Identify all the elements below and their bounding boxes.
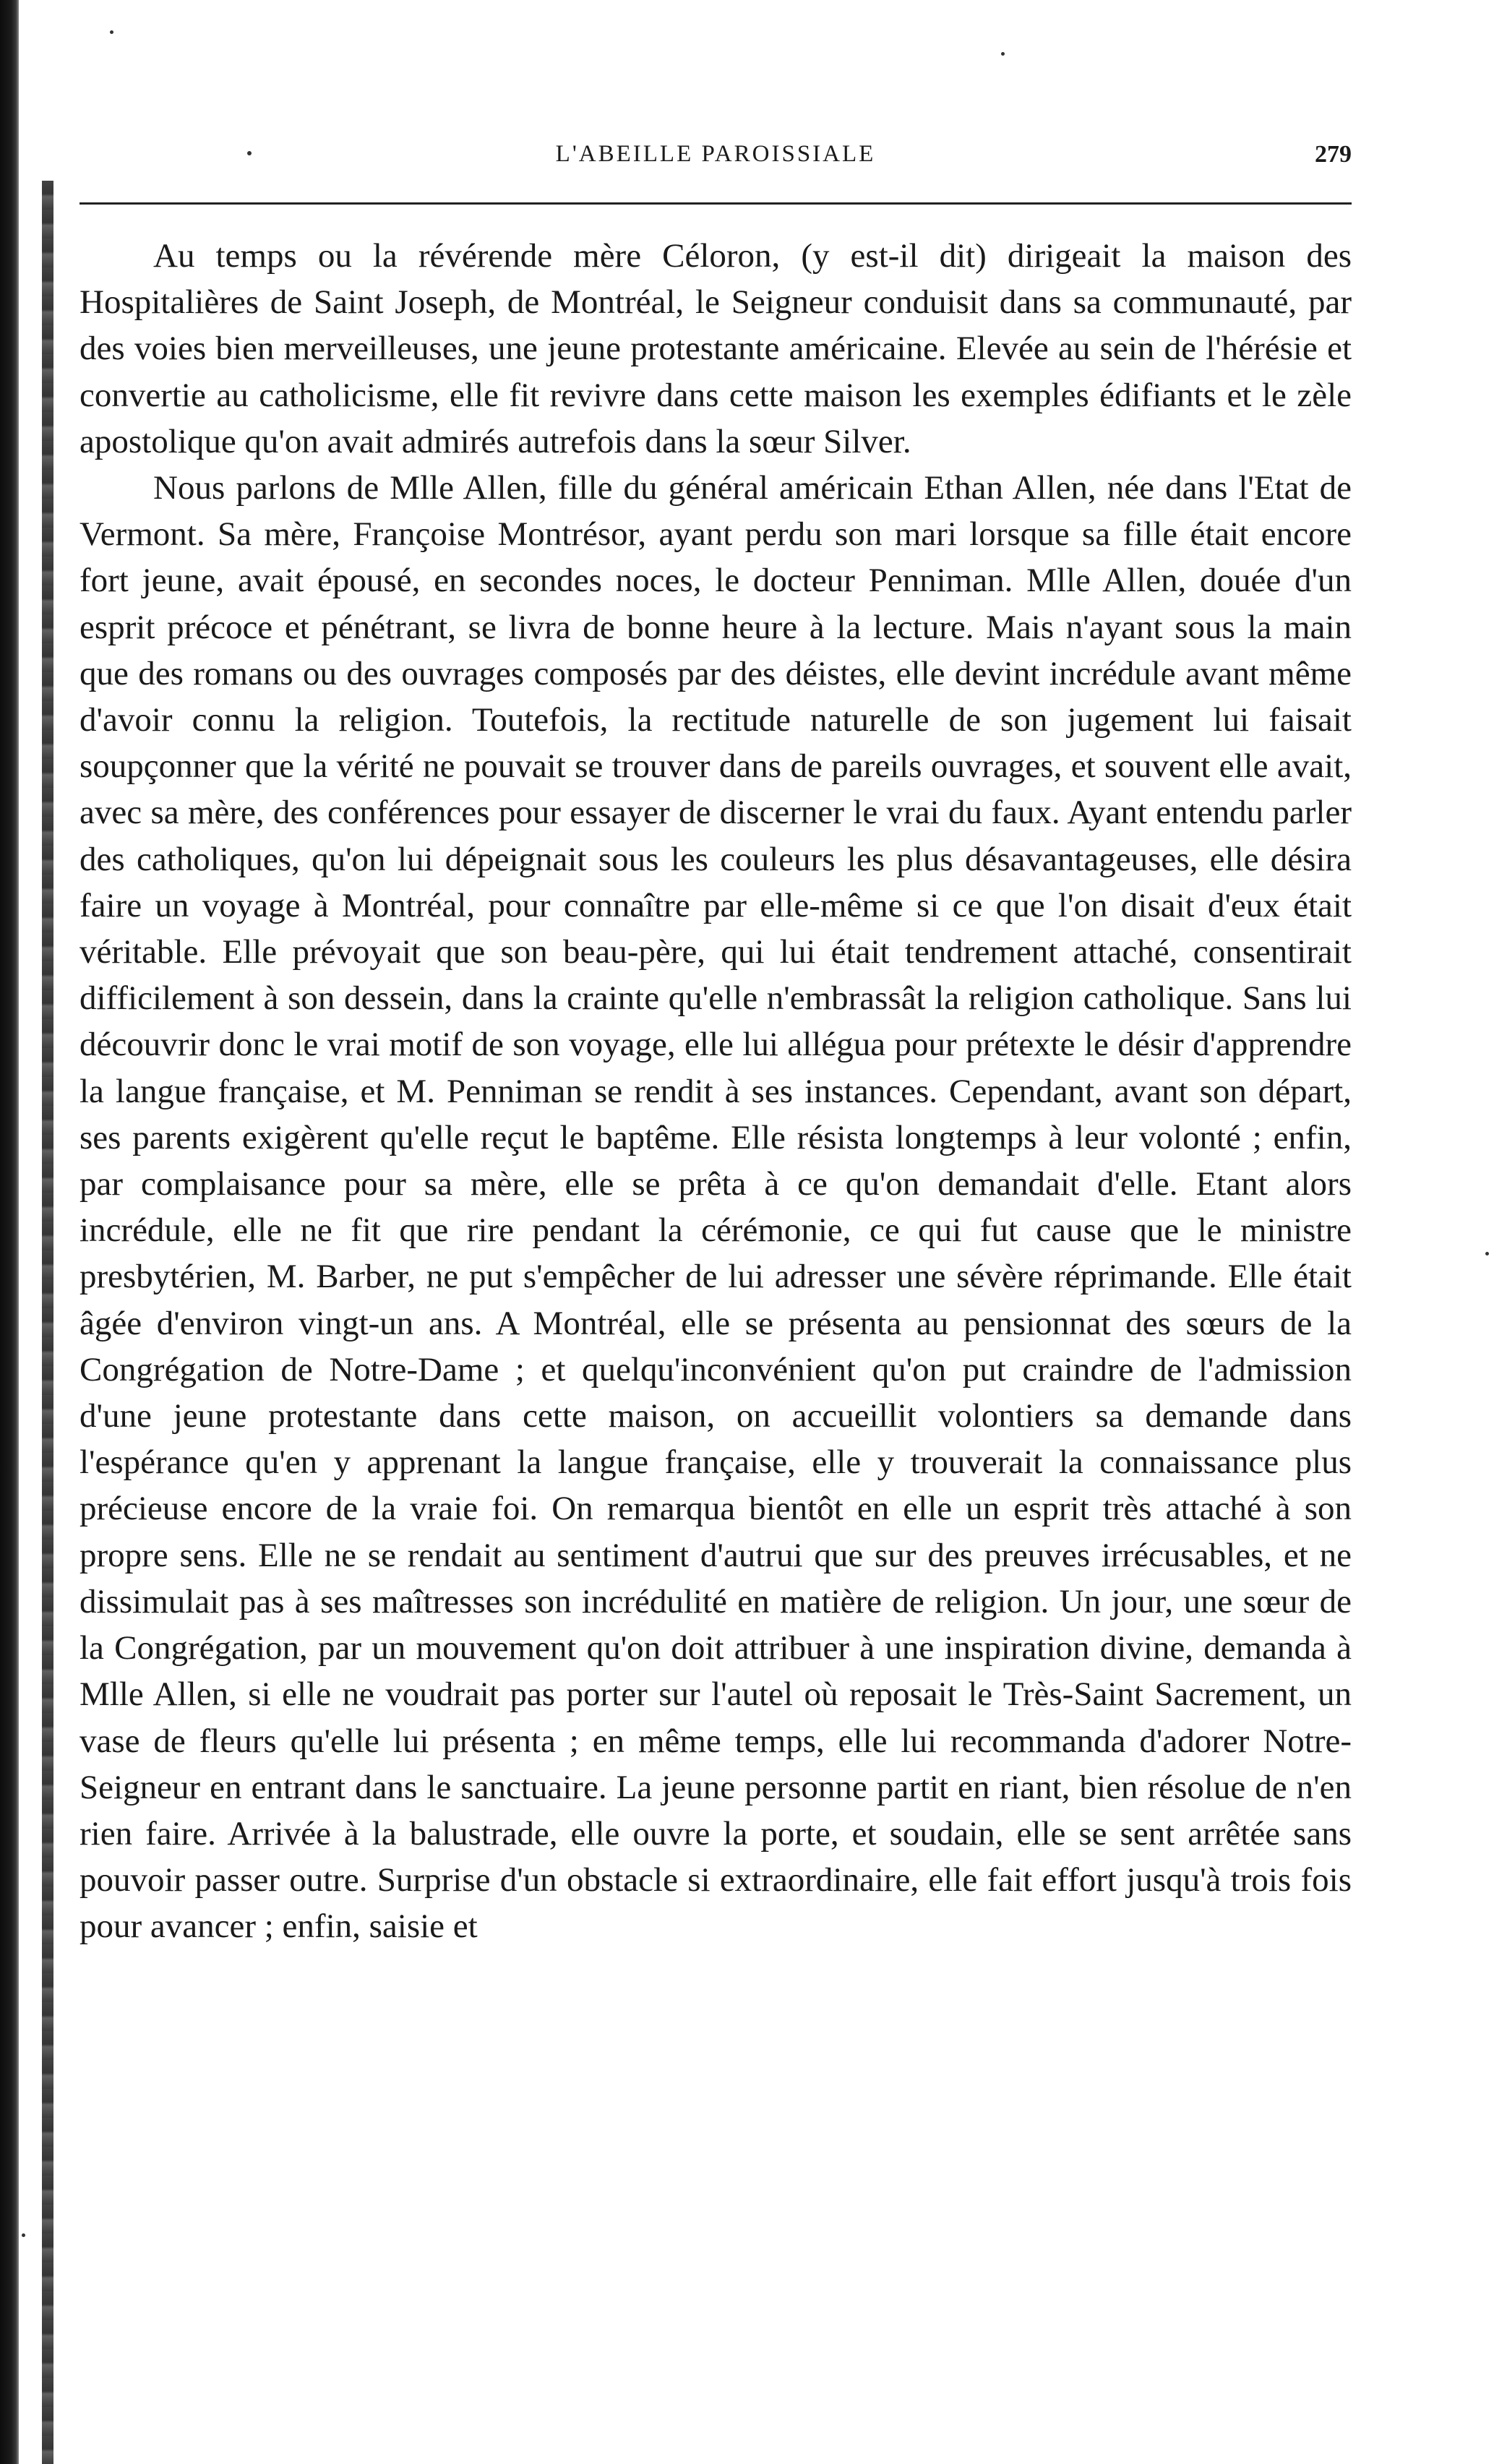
running-title: L'ABEILLE PAROISSIALE	[555, 141, 876, 167]
paragraph: Au temps ou la révérende mère Céloron, (y est-il dit) dirigeait la maison des Hospitalières de Saint Joseph, de Montréal, le Seigneur conduisit dans sa communauté, par des voies bien merveilleuses, une jeune protestante américaine. Elevée au sein de l'hérésie et convertie au catholicisme, elle fit revivre dans cette maison les exemples édifiants et le zèle apostolique qu'on avait admirés autrefois dans la sœur Silver.	[80, 237, 1352, 460]
scan-speck	[110, 30, 113, 34]
paragraph: Nous parlons de Mlle Allen, fille du général américain Ethan Allen, née dans l'Etat de Vermont. Sa mère, Françoise Montrésor, ayant perdu son mari lorsque sa fille était encore fort jeune, avait épousé, en secondes noces, le docteur Penniman. Mlle Allen, douée d'un esprit précoce et pénétrant, se livra de bonne heure à la lecture. Mais n'ayant sous la main que des romans ou des ouvrages composés par des déistes, elle devint incrédule avant même d'avoir connu la religion. Toutefois, la rectitude naturelle de son jugement lui faisait soupçonner que la vérité ne pouvait se trouver dans de pareils ouvrages, et souvent elle avait, avec sa mère, des conférences pour essayer de discerner le vrai du faux. Ayant entendu parler des catholiques, qu'on lui dépeignait sous les couleurs les plus désavantageuses, elle désira faire un voyage à Montréal, pour connaître par elle-même si ce que l'on disait d'eux était véritable. Elle prévoyait que son beau-père, qui lui était tendrement attaché, consentirait difficilement à son dessein, dans la crainte qu'elle n'embrassât la religion catholique. Sans lui découvrir donc le vrai motif de son voyage, elle lui allégua pour prétexte le désir d'apprendre la langue française, et M. Penniman se rendit à ses instances. Cependant, avant son départ, ses parents exigèrent qu'elle reçut le baptême. Elle résista longtemps à leur volonté ; enfin, par complaisance pour sa mère, elle se prêta à ce qu'on demandait d'elle. Etant alors incrédule, elle ne fit que rire pendant la cérémonie, ce qui fut cause que le ministre presbytérien, M. Barber, ne put s'empêcher de lui adresser une sévère réprimande. Elle était âgée d'environ vingt-un ans. A Montréal, elle se présenta au pensionnat des sœurs de la Congrégation de Notre-Dame ; et quelqu'inconvénient qu'on put craindre de l'admission d'une jeune protestante dans cette maison, on accueillit volontiers sa demande dans l'espérance qu'en y apprenant la langue française, elle y trouverait la connaissance plus précieuse encore de la vraie foi. On remarqua bientôt en elle un esprit très attaché à son propre sens. Elle ne se rendait au sentiment d'autrui que sur des preuves irrécusables, et ne dissimulait pas à ses maîtresses son incrédulité en matière de religion. Un jour, une sœur de la Congrégation, par un mouvement qu'on doit attribuer à une inspiration divine, demanda à Mlle Allen, si elle ne voudrait pas porter sur l'autel où reposait le Très-Saint Sacrement, un vase de fleurs qu'elle lui présenta ; en même temps, elle lui recommanda d'adorer Notre-Seigneur en entrant dans le sanctuaire. La jeune personne partit en riant, bien résolue de n'en rien faire. Arrivée à la balustrade, elle ouvre la porte, et soudain, elle se sent arrêtée sans pouvoir passer outre. Surprise d'un obstacle si extraordinaire, elle fait effort jusqu'à trois fois pour avancer ; enfin, saisie et	[80, 469, 1352, 1946]
text-body	[80, 233, 1352, 1950]
header-rule	[80, 202, 1352, 205]
scan-speck	[1001, 52, 1005, 56]
scan-speck	[1485, 1252, 1489, 1255]
scan-binding-shadow	[42, 181, 53, 2464]
scan-speck	[22, 2233, 25, 2237]
page-number: 279	[1315, 141, 1352, 168]
running-head	[80, 141, 1352, 177]
scan-binding-edge	[0, 0, 19, 2464]
